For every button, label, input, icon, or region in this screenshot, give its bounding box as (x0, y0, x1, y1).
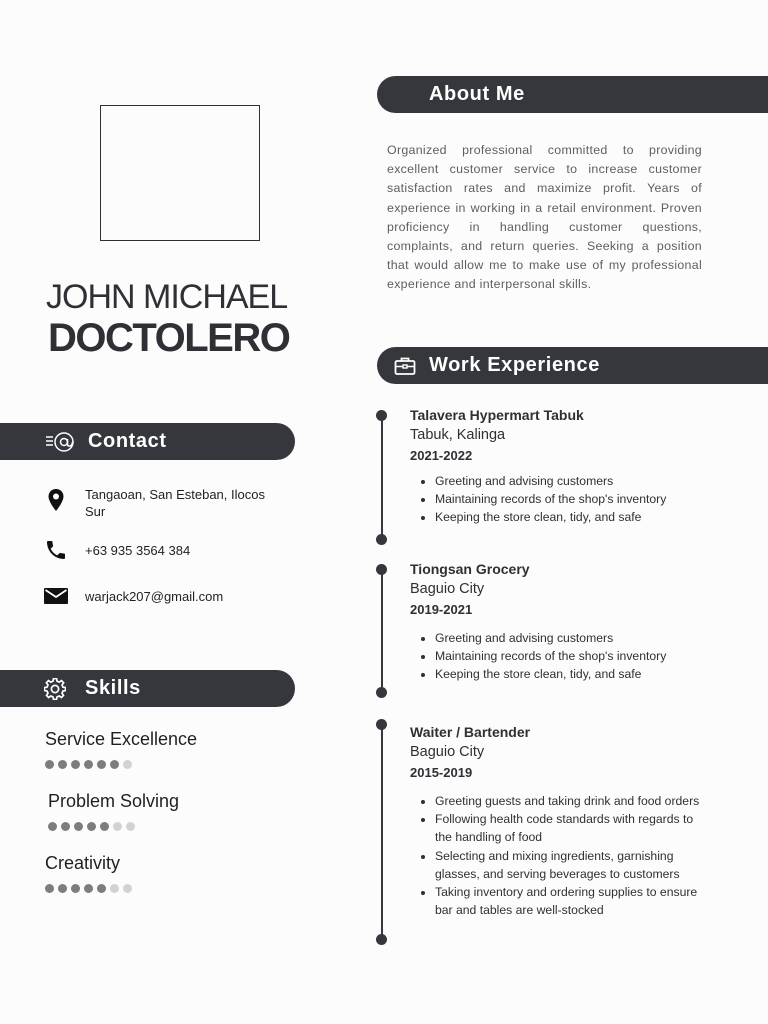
rating-dot-filled (71, 760, 80, 769)
job-location: Tabuk, Kalinga (410, 427, 506, 443)
rating-dot-filled (74, 822, 83, 831)
job-location: Baguio City (410, 744, 485, 760)
job-duties (410, 472, 710, 527)
contact-at-icon (44, 431, 76, 453)
rating-dot-filled (45, 760, 54, 769)
timeline-dot (376, 534, 387, 545)
skill-rating (45, 760, 197, 769)
rating-dot-empty (123, 760, 132, 769)
job-duty: • Greeting guests and taking drink and food orders (435, 792, 700, 810)
rating-dot-filled (97, 760, 106, 769)
job-duties (410, 629, 710, 684)
rating-dot-empty (123, 884, 132, 893)
phone-icon (42, 536, 70, 564)
job-duty: • Taking inventory and ordering supplies to ensure bar and tables are well-stocked (435, 883, 700, 919)
briefcase-icon (394, 355, 416, 377)
skill-item (45, 729, 197, 769)
skill-item (48, 791, 179, 831)
rating-dot-filled (45, 884, 54, 893)
job-entry (410, 561, 710, 684)
contact-email: warjack207@gmail.com (85, 589, 224, 604)
job-entry (410, 724, 710, 919)
job-company: Talavera Hypermart Tabuk (410, 407, 584, 423)
rating-dot-filled (48, 822, 57, 831)
contact-email-row (42, 582, 285, 610)
work-header-bar (377, 347, 768, 384)
location-pin-icon (42, 486, 70, 514)
rating-dot-filled (100, 822, 109, 831)
job-company: Tiongsan Grocery (410, 561, 530, 577)
contact-title: Contact (88, 430, 167, 452)
job-duty: • Maintaining records of the shop's inventory (435, 490, 710, 508)
job-entry (410, 407, 710, 527)
last-name: DOCTOLERO (48, 316, 290, 360)
rating-dot-filled (61, 822, 70, 831)
skill-label: Problem Solving (48, 791, 180, 811)
contact-phone-row (42, 536, 285, 564)
job-duty: • Keeping the store clean, tidy, and safe (435, 508, 710, 526)
rating-dot-empty (110, 884, 119, 893)
timeline-dot (376, 719, 387, 730)
job-duty: • Selecting and mixing ingredients, garnishing glasses, and serving beverages to customers (435, 847, 700, 883)
rating-dot-filled (58, 884, 67, 893)
first-name: JOHN MICHAEL (46, 278, 288, 316)
job-duties (410, 792, 700, 919)
contact-address: Tangaoan, San Esteban, Ilocos Sur (85, 487, 265, 519)
skill-label: Creativity (45, 853, 121, 873)
contact-phone: +63 935 3564 384 (85, 543, 191, 558)
rating-dot-filled (71, 884, 80, 893)
skills-title: Skills (85, 677, 141, 699)
job-company: Waiter / Bartender (410, 724, 531, 740)
rating-dot-filled (84, 760, 93, 769)
job-duty: • Greeting and advising customers (435, 629, 710, 647)
timeline-line (381, 724, 383, 939)
mail-icon (42, 582, 70, 610)
work-title: Work Experience (429, 354, 600, 376)
rating-dot-filled (97, 884, 106, 893)
skill-rating (45, 884, 132, 893)
rating-dot-empty (113, 822, 122, 831)
job-duty: • Following health code standards with regards to the handling of food (435, 810, 700, 846)
skill-item (45, 853, 132, 893)
timeline-dot (376, 564, 387, 575)
about-text: Organized professional committed to providing excellent customer service to increase customer satisfaction rates and maximize profit. Years of experience in working in a retail environment. Proven proficiency in handling customer questions, complaints, and return queries. Seeking a position that would allow me to make use of my professional experience and interpersonal skills. (387, 143, 702, 292)
job-years: 2021-2022 (410, 448, 473, 463)
timeline-dot (376, 410, 387, 421)
rating-dot-filled (84, 884, 93, 893)
contact-address-row (42, 486, 285, 520)
rating-dot-filled (87, 822, 96, 831)
gear-icon (44, 678, 66, 700)
timeline-dot (376, 934, 387, 945)
skill-rating (48, 822, 179, 831)
job-duty: • Greeting and advising customers (435, 472, 710, 490)
timeline-line (381, 569, 383, 692)
job-years: 2019-2021 (410, 602, 473, 617)
rating-dot-filled (110, 760, 119, 769)
job-duty: • Maintaining records of the shop's inventory (435, 647, 710, 665)
contact-header-bar (0, 423, 295, 460)
job-years: 2015-2019 (410, 765, 473, 780)
job-location: Baguio City (410, 581, 485, 597)
rating-dot-filled (58, 760, 67, 769)
timeline-line (381, 415, 383, 539)
rating-dot-empty (126, 822, 135, 831)
timeline-dot (376, 687, 387, 698)
profile-photo-frame (100, 105, 260, 241)
about-header-bar (377, 76, 768, 113)
job-duty: • Keeping the store clean, tidy, and safe (435, 665, 710, 683)
skills-header-bar (0, 670, 295, 707)
skill-label: Service Excellence (45, 729, 198, 749)
about-title: About Me (429, 83, 525, 105)
